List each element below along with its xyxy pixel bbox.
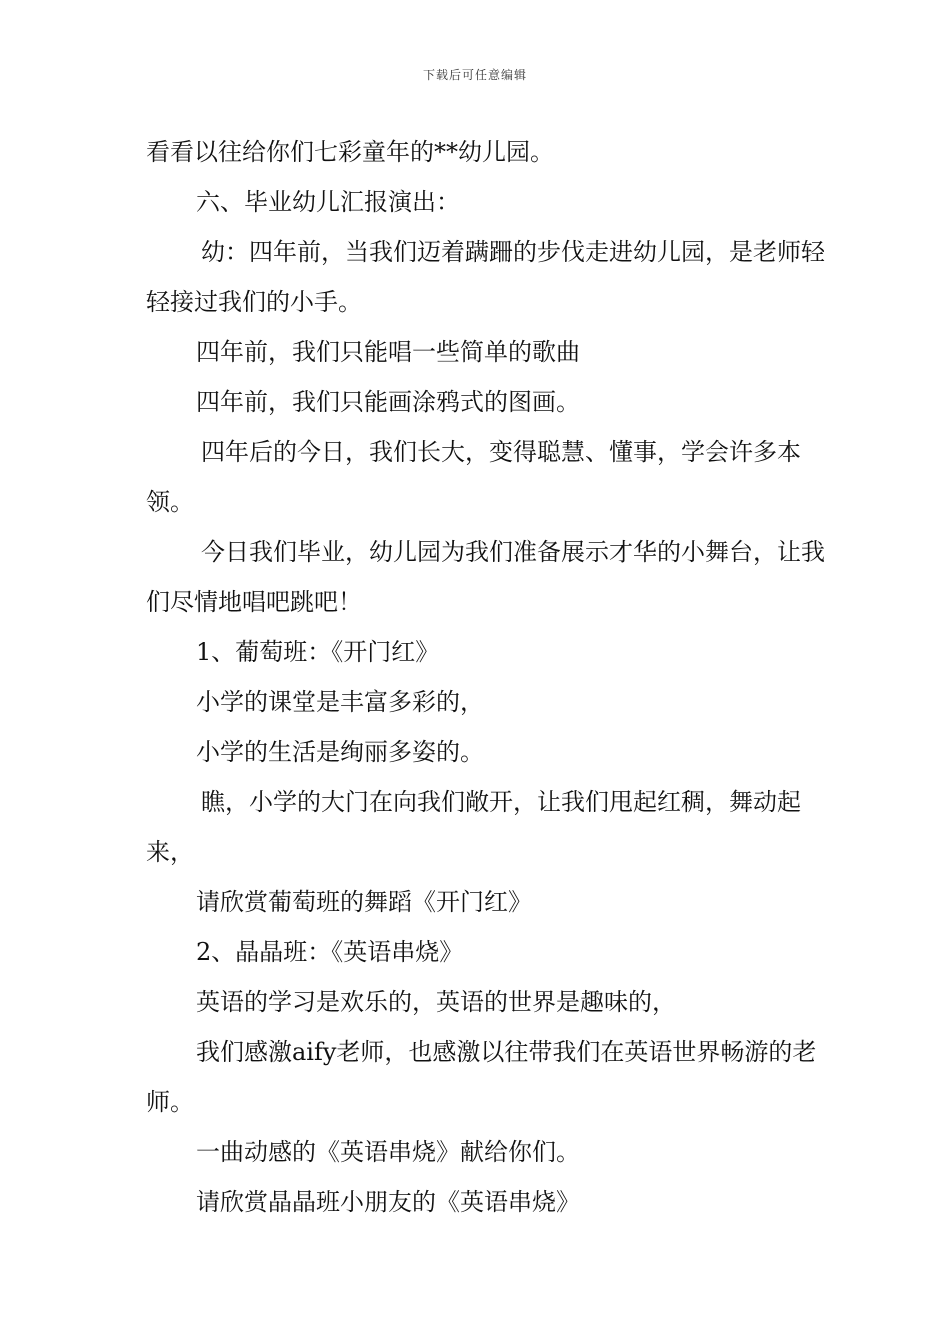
paragraph: 小学的生活是绚丽多姿的。 [196, 738, 484, 766]
paragraph: 幼：四年前，当我们迈着蹒跚的步伐走进幼儿园，是老师轻轻接过我们的小手。 [146, 238, 825, 316]
paragraph: 英语的学习是欢乐的，英语的世界是趣味的， [196, 988, 676, 1016]
paragraph: 我们感激aify老师，也感激以往带我们在英语世界畅游的老师。 [146, 1038, 817, 1116]
document-body [146, 127, 826, 1227]
paragraph: 看看以往给你们七彩童年的**幼儿园。 [146, 138, 554, 166]
paragraph: 瞧，小学的大门在向我们敞开，让我们甩起红稠，舞动起来， [146, 788, 801, 866]
paragraph: 请欣赏晶晶班小朋友的《英语串烧》 [196, 1188, 580, 1216]
page-header: 下载后可任意编辑 [422, 68, 527, 82]
paragraph: 四年前，我们只能画涂鸦式的图画。 [196, 388, 580, 416]
program-item-heading: 2、晶晶班：《英语串烧》 [196, 938, 464, 966]
paragraph: 一曲动感的《英语串烧》献给你们。 [196, 1138, 580, 1166]
paragraph: 请欣赏葡萄班的舞蹈《开门红》 [196, 888, 532, 916]
paragraph: 四年前，我们只能唱一些简单的歌曲 [196, 338, 580, 366]
section-heading: 六、毕业幼儿汇报演出： [196, 188, 460, 216]
paragraph: 小学的课堂是丰富多彩的， [196, 688, 484, 716]
program-item-heading: 1、葡萄班：《开门红》 [196, 638, 440, 666]
paragraph: 四年后的今日，我们长大，变得聪慧、懂事，学会许多本领。 [146, 438, 801, 516]
paragraph: 今日我们毕业，幼儿园为我们准备展示才华的小舞台，让我们尽情地唱吧跳吧！ [146, 538, 825, 616]
